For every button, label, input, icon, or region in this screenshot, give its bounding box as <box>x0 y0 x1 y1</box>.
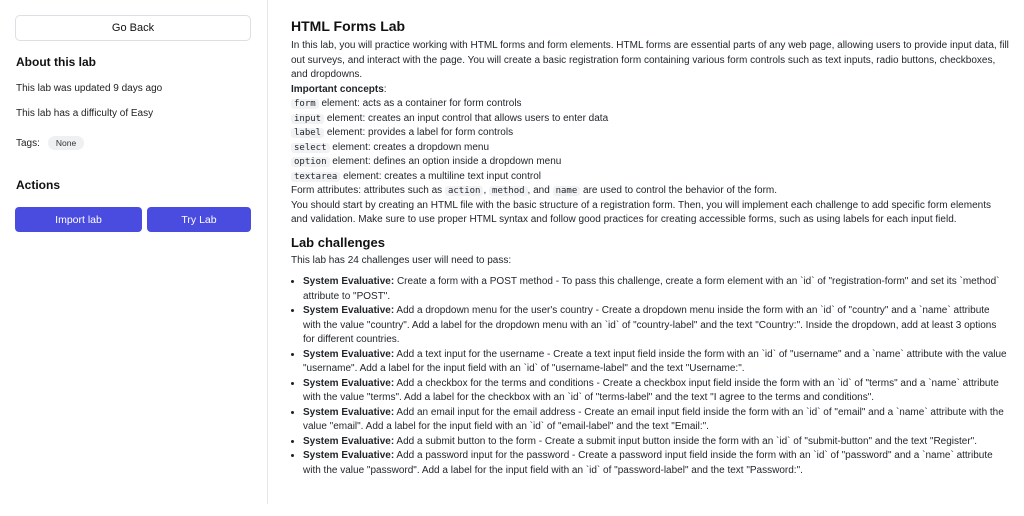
challenge-prefix: System Evaluative: <box>303 348 395 360</box>
attributes-paragraph <box>291 184 1010 199</box>
challenge-text: Add a submit button to the form - Create a submit input button inside the form with an `id` of "submit-button" and the text "Register". <box>396 435 978 447</box>
concepts-heading: Important concepts <box>291 83 384 95</box>
concept-code: option <box>291 157 330 167</box>
attribute-code: action <box>445 186 484 196</box>
concepts-heading-line <box>291 83 1010 98</box>
attributes-prefix: Form attributes: attributes such as <box>291 185 445 196</box>
updated-text: This lab was updated 9 days ago <box>16 83 163 94</box>
tag-badge: None <box>48 136 84 150</box>
challenge-prefix: System Evaluative: <box>303 276 395 287</box>
actions-heading: Actions <box>16 178 61 192</box>
concept-code: input <box>291 114 324 124</box>
challenge-item <box>303 275 1010 304</box>
challenge-item <box>303 406 1010 435</box>
challenge-text: Create a form with a POST method - To pass this challenge, create a form element with an `id` of "registration-form" and set its `method` attribute to "POST". <box>303 276 1000 302</box>
concept-code: textarea <box>291 172 340 182</box>
concept-code: label <box>291 128 324 138</box>
concept-item <box>291 141 1010 156</box>
challenge-text: Add a checkbox for the terms and conditions - Create a checkbox input field inside the form with an `id` of "terms" and a `name` attribute with the value "terms". Add a label for the checkbox with an `id` of "terms-label" and the text "I agree to the terms and conditions". <box>303 377 999 403</box>
challenge-prefix: System Evaluative: <box>303 305 395 316</box>
challenge-item <box>303 348 1010 377</box>
attributes-suffix: are used to control the behavior of the form. <box>580 185 778 196</box>
page-title: HTML Forms Lab <box>291 18 406 34</box>
challenge-item <box>303 435 1010 450</box>
challenges-list <box>291 275 1010 478</box>
lab-content <box>291 14 1010 478</box>
try-lab-button[interactable]: Try Lab <box>147 207 251 232</box>
attribute-code: method <box>489 186 528 196</box>
go-back-button[interactable]: Go Back <box>15 15 251 41</box>
concept-text: element: provides a label for form controls <box>324 127 514 138</box>
challenge-prefix: System Evaluative: <box>303 435 395 447</box>
challenge-text: Add a text input for the username - Create a text input field inside the form with an `id` of "username" and a `name` attribute with the value "username". Add a label for the input field with an `id` of "username-label" and the text "Username:". <box>303 348 1007 374</box>
challenges-heading: Lab challenges <box>291 234 385 250</box>
intro-paragraph: In this lab, you will practice working with HTML forms and form elements. HTML forms are essential parts of any web page, allowing users to provide input data, fill out surveys, and interact with the page. You will create a basic registration form containing various form controls such as text inputs, radio buttons, checkboxes, and dropdowns. <box>291 40 1009 80</box>
concept-item <box>291 112 1010 127</box>
challenge-text: Add a dropdown menu for the user's country - Create a dropdown menu inside the form with an `id` of "country" and a `name` attribute with the value "country". Add a label for the dropdown menu with an `id` of "country-label" and the text "Country:". Inside the dropdown, add at least 3 options for different countries. <box>303 305 997 345</box>
challenges-intro: This lab has 24 challenges user will need to pass: <box>291 254 512 266</box>
tags-row <box>16 136 84 150</box>
concept-text: element: creates an input control that allows users to enter data <box>324 112 609 124</box>
challenge-item <box>303 449 1010 478</box>
concept-item <box>291 126 1010 141</box>
about-heading: About this lab <box>16 55 96 69</box>
challenge-item <box>303 304 1010 348</box>
concept-item <box>291 155 1010 170</box>
concept-text: element: creates a dropdown menu <box>329 141 490 153</box>
attributes-sep: , <box>483 185 490 196</box>
challenge-prefix: System Evaluative: <box>303 377 395 389</box>
challenge-item <box>303 377 1010 406</box>
attribute-code: name <box>553 186 581 196</box>
import-lab-button[interactable]: Import lab <box>15 207 142 232</box>
concept-text: element: acts as a container for form controls <box>318 98 522 109</box>
concept-text: element: defines an option inside a dropdown menu <box>329 156 562 167</box>
challenge-text: Add an email input for the email address - Create an email input field inside the form with an `id` of "email" and a `name` attribute with the value "email". Add a label for the input field with an `id` of "email-label" and the text "Email:". <box>303 406 1004 432</box>
attributes-sep: , and <box>527 185 553 196</box>
tags-label: Tags: <box>16 137 40 149</box>
challenge-prefix: System Evaluative: <box>303 406 395 418</box>
concept-code: select <box>291 143 330 153</box>
concept-item <box>291 170 1010 185</box>
difficulty-text: This lab has a difficulty of Easy <box>16 108 154 119</box>
challenge-prefix: System Evaluative: <box>303 450 395 461</box>
outro-paragraph: You should start by creating an HTML file with the basic structure of a registration form. Then, you will implement each challenge to add specific form elements and validation. Make sure to use proper HTML syntax and follow good practices for creating accessible forms, such as using labels for each input field. <box>291 199 991 225</box>
challenge-text: Add a password input for the password - Create a password input field inside the form with an `id` of "password" and a `name` attribute with the value "password". Add a label for the input field with an `id` of "password-label" and the text "Password:". <box>303 450 993 476</box>
concept-item <box>291 97 1010 112</box>
concepts-colon: : <box>383 83 387 95</box>
concept-code: form <box>291 99 319 109</box>
concept-text: element: creates a multiline text input control <box>340 170 542 182</box>
sidebar <box>0 0 268 504</box>
concepts-list <box>291 97 1010 184</box>
